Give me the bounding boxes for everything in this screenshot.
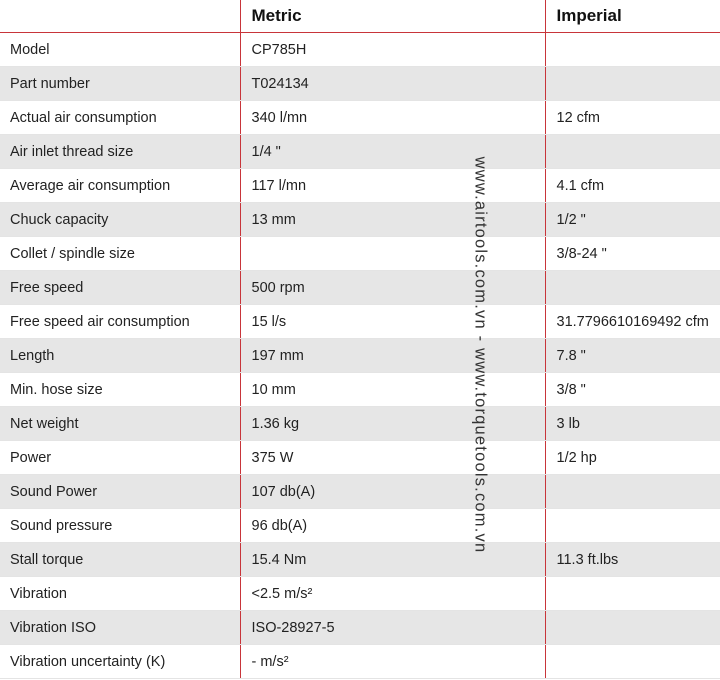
row-imperial-value: 31.7796610169492 cfm (545, 305, 720, 339)
row-label: Stall torque (0, 543, 240, 577)
row-imperial-value (545, 577, 720, 611)
table-row (0, 33, 720, 67)
table-row (0, 169, 720, 203)
header-imperial: Imperial (545, 0, 720, 33)
row-metric-value: 13 mm (240, 203, 545, 237)
row-label: Average air consumption (0, 169, 240, 203)
row-imperial-value (545, 33, 720, 67)
table-row (0, 407, 720, 441)
row-metric-value: 500 rpm (240, 271, 545, 305)
row-metric-value: 15 l/s (240, 305, 545, 339)
row-label: Length (0, 339, 240, 373)
row-imperial-value: 11.3 ft.lbs (545, 543, 720, 577)
row-label: Vibration uncertainty (K) (0, 645, 240, 679)
table-row (0, 577, 720, 611)
row-imperial-value: 3/8-24 " (545, 237, 720, 271)
row-label: Vibration (0, 577, 240, 611)
row-imperial-value (545, 645, 720, 679)
row-imperial-value: 7.8 " (545, 339, 720, 373)
row-metric-value: 117 l/mn (240, 169, 545, 203)
table-row (0, 645, 720, 679)
row-metric-value: 340 l/mn (240, 101, 545, 135)
row-label: Free speed (0, 271, 240, 305)
row-label: Part number (0, 67, 240, 101)
row-label: Power (0, 441, 240, 475)
row-label: Net weight (0, 407, 240, 441)
row-imperial-value: 3 lb (545, 407, 720, 441)
row-metric-value: 10 mm (240, 373, 545, 407)
header-label (0, 0, 240, 33)
row-imperial-value: 3/8 " (545, 373, 720, 407)
row-metric-value: 107 db(A) (240, 475, 545, 509)
row-imperial-value (545, 271, 720, 305)
row-metric-value: 1.36 kg (240, 407, 545, 441)
row-metric-value: 197 mm (240, 339, 545, 373)
table-row (0, 441, 720, 475)
row-label: Free speed air consumption (0, 305, 240, 339)
table-row (0, 135, 720, 169)
row-imperial-value: 4.1 cfm (545, 169, 720, 203)
table-row (0, 67, 720, 101)
header-row (0, 0, 720, 33)
row-imperial-value (545, 135, 720, 169)
header-metric: Metric (240, 0, 545, 33)
table-row (0, 543, 720, 577)
row-metric-value: 96 db(A) (240, 509, 545, 543)
table-row (0, 305, 720, 339)
row-label: Sound pressure (0, 509, 240, 543)
row-label: Actual air consumption (0, 101, 240, 135)
table-row (0, 373, 720, 407)
watermark-text: www.airtools.com.vn - www.torquetools.com.vn (471, 156, 490, 554)
row-metric-value: 15.4 Nm (240, 543, 545, 577)
row-metric-value: 1/4 " (240, 135, 545, 169)
row-label: Air inlet thread size (0, 135, 240, 169)
table-row (0, 237, 720, 271)
row-imperial-value (545, 67, 720, 101)
row-imperial-value (545, 475, 720, 509)
row-label: Collet / spindle size (0, 237, 240, 271)
table-row (0, 271, 720, 305)
row-label: Model (0, 33, 240, 67)
table-row (0, 475, 720, 509)
row-metric-value: <2.5 m/s² (240, 577, 545, 611)
row-imperial-value (545, 611, 720, 645)
row-imperial-value: 1/2 " (545, 203, 720, 237)
row-imperial-value (545, 509, 720, 543)
row-metric-value: - m/s² (240, 645, 545, 679)
table-row (0, 339, 720, 373)
row-label: Sound Power (0, 475, 240, 509)
row-metric-value: T024134 (240, 67, 545, 101)
table-row (0, 611, 720, 645)
row-label: Chuck capacity (0, 203, 240, 237)
row-imperial-value: 1/2 hp (545, 441, 720, 475)
row-metric-value: CP785H (240, 33, 545, 67)
table-row (0, 101, 720, 135)
row-imperial-value: 12 cfm (545, 101, 720, 135)
table-row (0, 203, 720, 237)
row-metric-value: 375 W (240, 441, 545, 475)
row-label: Min. hose size (0, 373, 240, 407)
row-label: Vibration ISO (0, 611, 240, 645)
row-metric-value (240, 237, 545, 271)
row-metric-value: ISO-28927-5 (240, 611, 545, 645)
table-row (0, 509, 720, 543)
